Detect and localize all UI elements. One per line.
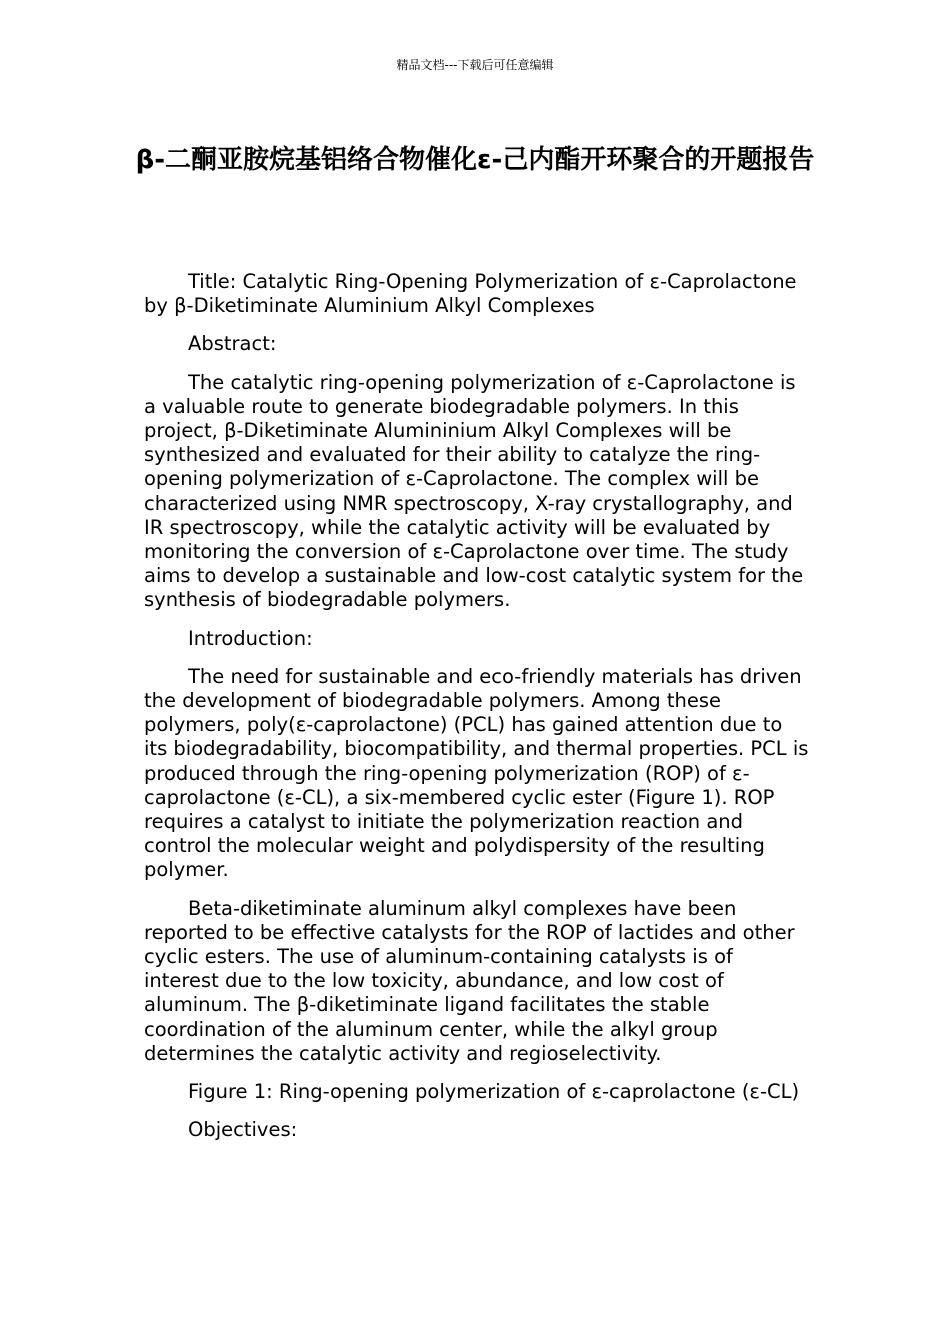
objectives-heading: Objectives:	[188, 1118, 298, 1142]
introduction-paragraph-2: Beta-diketiminate aluminum alkyl complexes have been reported to be effective catalysts for the ROP of lactides and other cyclic esters. The use of aluminum-containing catalysts is of interest due to the low toxicity, abundance, and low cost of aluminum. The β-diketiminate ligand facilitates the stable coordination of the aluminum center, while the alkyl group determines the catalytic activity and regioselectivity.	[144, 896, 795, 1065]
abstract-paragraph: The catalytic ring-opening polymerization of ε-Caprolactone is a valuable route to generate biodegradable polymers. In this project, β-Diketiminate Alumininium Alkyl Complexes will be synthesized and evaluated for their ability to catalyze the ring-opening polymerization of ε-Caprolactone. The complex will be characterized using NMR spectroscopy, X-ray crystallography, and IR spectroscopy, while the catalytic activity will be evaluated by monitoring the conversion of ε-Caprolactone over time. The study aims to develop a sustainable and low-cost catalytic system for the synthesis of biodegradable polymers.	[144, 370, 804, 612]
figure-caption: Figure 1: Ring-opening polymerization of ε-caprolactone (ε-CL)	[188, 1080, 800, 1104]
document-body	[144, 270, 810, 1157]
page-header-note: 精品文档---下载后可任意编辑	[396, 58, 554, 72]
document-title: β-二酮亚胺烷基铝络合物催化ε-己内酯开环聚合的开题报告	[135, 145, 815, 175]
introduction-paragraph-1: The need for sustainable and eco-friendly materials has driven the development of biodegradable polymers. Among these polymers, poly(ε-caprolactone) (PCL) has gained attention due to its biodegradability, biocompatibility, and thermal properties. PCL is produced through the ring-opening polymerization (ROP) of ε-caprolactone (ε-CL), a six-membered cyclic ester (Figure 1). ROP requires a catalyst to initiate the polymerization reaction and control the molecular weight and polydispersity of the resulting polymer.	[144, 664, 809, 882]
abstract-heading: Abstract:	[188, 332, 277, 356]
title-paragraph: Title: Catalytic Ring-Opening Polymerization of ε-Caprolactone by β-Diketiminate Aluminium Alkyl Complexes	[144, 270, 797, 318]
introduction-heading: Introduction:	[188, 626, 313, 650]
